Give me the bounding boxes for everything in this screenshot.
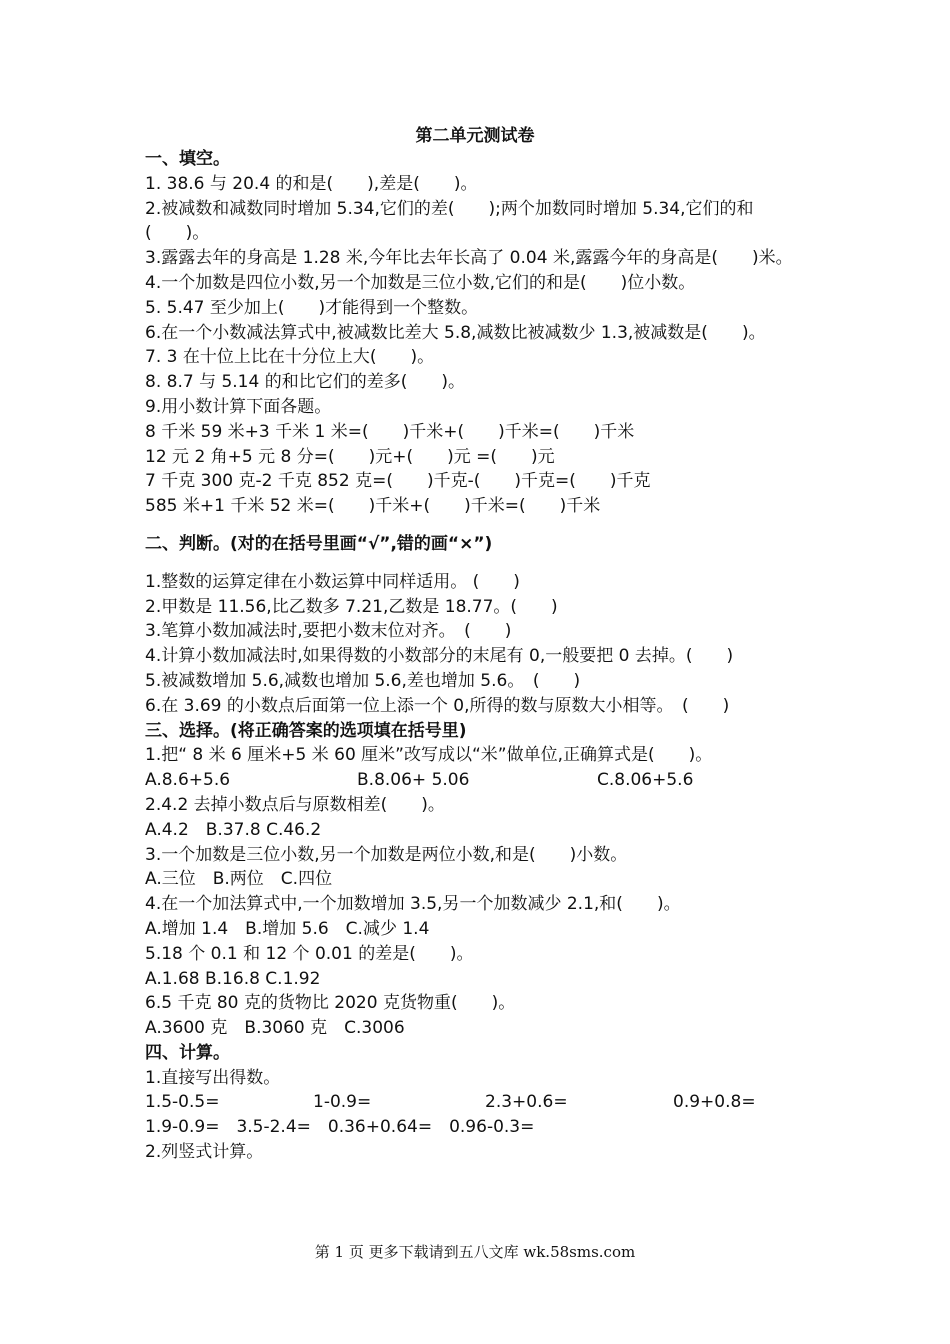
section-heading-fill-blank: 一、填空。: [145, 149, 230, 169]
question-3-5: 5.18 个 0.1 和 12 个 0.01 的差是( )。: [145, 943, 474, 964]
question-3-3-options: A.三位 B.两位 C.四位: [145, 869, 333, 890]
question-3-6: 6.5 千克 80 克的货物比 2020 克货物重( )。: [145, 993, 516, 1014]
section-heading-calculation: 四、计算。: [145, 1042, 230, 1063]
question-2-5: 5.被减数增加 5.6,减数也增加 5.6,差也增加 5.6。 ( ): [145, 670, 581, 691]
question-2-2: 2.甲数是 11.56,比乙数多 7.21,乙数是 18.77。( ): [145, 596, 558, 617]
question-4-1-row1: [145, 1090, 810, 1115]
question-1-6: 6.在一个小数减法算式中,被减数比差大 5.8,减数比被减数少 1.3,被减数是( )。: [145, 322, 766, 343]
calc-item: 2.3+0.6=: [485, 1092, 568, 1113]
question-4-2: 2.列竖式计算。: [145, 1142, 264, 1163]
question-1-8: 8. 8.7 与 5.14 的和比它们的差多( )。: [145, 372, 465, 393]
question-2-3: 3.笔算小数加减法时,要把小数末位对齐。 ( ): [145, 621, 512, 642]
question-1-7: 7. 3 在十位上比在十分位上大( )。: [145, 347, 435, 368]
question-1-3: 3.露露去年的身高是 1.28 米,今年比去年长高了 0.04 米,露露今年的身高是( )米。: [145, 248, 793, 269]
page-title: 第二单元测试卷: [415, 126, 535, 146]
question-3-4: 4.在一个加法算式中,一个加数增加 3.5,另一个加数减少 2.1,和( )。: [145, 894, 681, 915]
question-1-2: 2.被减数和减数同时增加 5.34,它们的差( );两个加数同时增加 5.34,它们的和( )。: [145, 198, 754, 244]
question-1-9d: 585 米+1 千米 52 米=( )千米+( )千米=( )千米: [145, 496, 601, 517]
question-1-9a: 8 千米 59 米+3 千米 1 米=( )千米+( )千米=( )千米: [145, 421, 635, 442]
question-2-1: 1.整数的运算定律在小数运算中同样适用。 ( ): [145, 571, 520, 592]
question-3-5-options: A.1.68 B.16.8 C.1.92: [145, 968, 321, 989]
section-heading-true-false: 二、判断。(对的在括号里画“√”,错的画“×”): [145, 533, 493, 554]
option-b: B.8.06+ 5.06: [357, 770, 470, 791]
question-1-5: 5. 5.47 至少加上( )才能得到一个整数。: [145, 297, 479, 318]
question-3-6-options: A.3600 克 B.3060 克 C.3006: [145, 1018, 405, 1039]
question-1-4: 4.一个加数是四位小数,另一个加数是三位小数,它们的和是( )位小数。: [145, 272, 696, 293]
question-3-1-options: [145, 768, 810, 793]
page-footer: 第 1 页 更多下载请到五八文库 wk.58sms.com: [314, 1243, 636, 1261]
question-1-9c: 7 千克 300 克-2 千克 852 克=( )千克-( )千克=( )千克: [145, 471, 651, 492]
question-3-1: 1.把“ 8 米 6 厘米+5 米 60 厘米”改写成以“米”做单位,正确算式是( )。: [145, 745, 713, 766]
question-1-1: 1. 38.6 与 20.4 的和是( ),差是( )。: [145, 173, 478, 194]
calc-item: 0.9+0.8=: [673, 1092, 756, 1113]
question-1-9: 9.用小数计算下面各题。: [145, 396, 332, 417]
question-3-2: 2.4.2 去掉小数点后与原数相差( )。: [145, 794, 445, 815]
document-body: [145, 147, 810, 1165]
question-3-3: 3.一个加数是三位小数,另一个加数是两位小数,和是( )小数。: [145, 844, 628, 865]
question-3-4-options: A.增加 1.4 B.增加 5.6 C.减少 1.4: [145, 918, 430, 939]
question-2-6: 6.在 3.69 的小数点后面第一位上添一个 0,所得的数与原数大小相等。 ( ): [145, 695, 730, 716]
question-1-9b: 12 元 2 角+5 元 8 分=( )元+( )元 =( )元: [145, 446, 555, 467]
question-4-1: 1.直接写出得数。: [145, 1067, 281, 1088]
question-4-1-row2: 1.9-0.9= 3.5-2.4= 0.36+0.64= 0.96-0.3=: [145, 1117, 535, 1138]
calc-item: 1-0.9=: [313, 1092, 372, 1113]
question-3-2-options: A.4.2 B.37.8 C.46.2: [145, 819, 322, 840]
calc-item: 1.5-0.5=: [145, 1092, 220, 1113]
question-2-4: 4.计算小数加减法时,如果得数的小数部分的末尾有 0,一般要把 0 去掉。( ): [145, 646, 734, 667]
option-c: C.8.06+5.6: [597, 770, 694, 791]
option-a: A.8.6+5.6: [145, 770, 231, 791]
section-heading-multiple-choice: 三、选择。(将正确答案的选项填在括号里): [145, 720, 467, 741]
